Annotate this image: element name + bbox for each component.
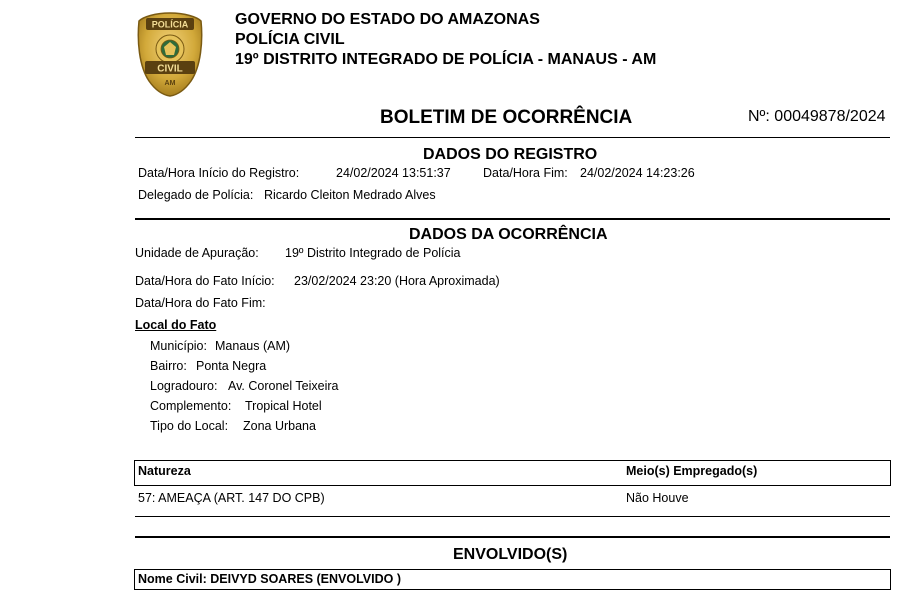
badge-top-text: POLÍCIA <box>151 19 189 30</box>
fato-inicio-label: Data/Hora do Fato Início: <box>135 274 275 288</box>
section-title-ocorrencia: DADOS DA OCORRÊNCIA <box>409 226 608 243</box>
header-policia-civil: POLÍCIA CIVIL <box>235 31 345 48</box>
delegado-label: Delegado de Polícia: <box>138 188 254 202</box>
document-number: Nº: 00049878/2024 <box>748 108 886 125</box>
policia-civil-badge-logo <box>137 11 203 97</box>
registro-fim-value: 24/02/2024 14:23:26 <box>580 166 695 180</box>
document-title: BOLETIM DE OCORRÊNCIA <box>380 107 633 128</box>
tipo-local-label: Tipo do Local: <box>150 419 229 433</box>
badge-bottom-text: AM <box>164 80 176 87</box>
municipio-value: Manaus (AM) <box>215 339 291 353</box>
header-distrito: 19º DISTRITO INTEGRADO DE POLÍCIA - MANAUS - AM <box>235 51 657 68</box>
tipo-local-value: Zona Urbana <box>243 419 316 433</box>
logradouro-value: Av. Coronel Teixeira <box>228 379 339 393</box>
registro-fim-label: Data/Hora Fim: <box>483 166 568 180</box>
divider <box>135 218 890 220</box>
complemento-label: Complemento: <box>150 399 232 413</box>
logradouro-label: Logradouro: <box>150 379 218 393</box>
divider <box>135 536 890 538</box>
fato-inicio-value: 23/02/2024 23:20 (Hora Aproximada) <box>294 274 500 288</box>
bairro-label: Bairro: <box>150 359 187 373</box>
delegado-value: Ricardo Cleiton Medrado Alves <box>264 188 436 202</box>
natureza-table-header <box>134 460 891 486</box>
header-government: GOVERNO DO ESTADO DO AMAZONAS <box>235 11 540 28</box>
natureza-row-value: 57: AMEAÇA (ART. 147 DO CPB) <box>138 491 325 505</box>
complemento-value: Tropical Hotel <box>245 399 322 413</box>
unidade-value: 19º Distrito Integrado de Polícia <box>285 246 461 260</box>
meio-row-value: Não Houve <box>626 491 689 505</box>
registro-inicio-label: Data/Hora Início do Registro: <box>138 166 300 180</box>
badge-band-text: CIVIL <box>157 63 183 75</box>
section-title-registro: DADOS DO REGISTRO <box>423 146 598 163</box>
bairro-value: Ponta Negra <box>196 359 267 373</box>
divider <box>135 516 890 517</box>
envolvido-nome-civil: Nome Civil: DEIVYD SOARES (ENVOLVIDO ) <box>138 572 402 586</box>
section-title-envolvidos: ENVOLVIDO(S) <box>453 546 568 563</box>
natureza-column-header: Natureza <box>138 464 191 478</box>
meio-column-header: Meio(s) Empregado(s) <box>626 464 758 478</box>
local-fato-title: Local do Fato <box>135 318 217 332</box>
divider <box>135 137 890 138</box>
municipio-label: Município: <box>150 339 207 353</box>
registro-inicio-value: 24/02/2024 13:51:37 <box>336 166 451 180</box>
unidade-label: Unidade de Apuração: <box>135 246 259 260</box>
fato-fim-label: Data/Hora do Fato Fim: <box>135 296 266 310</box>
